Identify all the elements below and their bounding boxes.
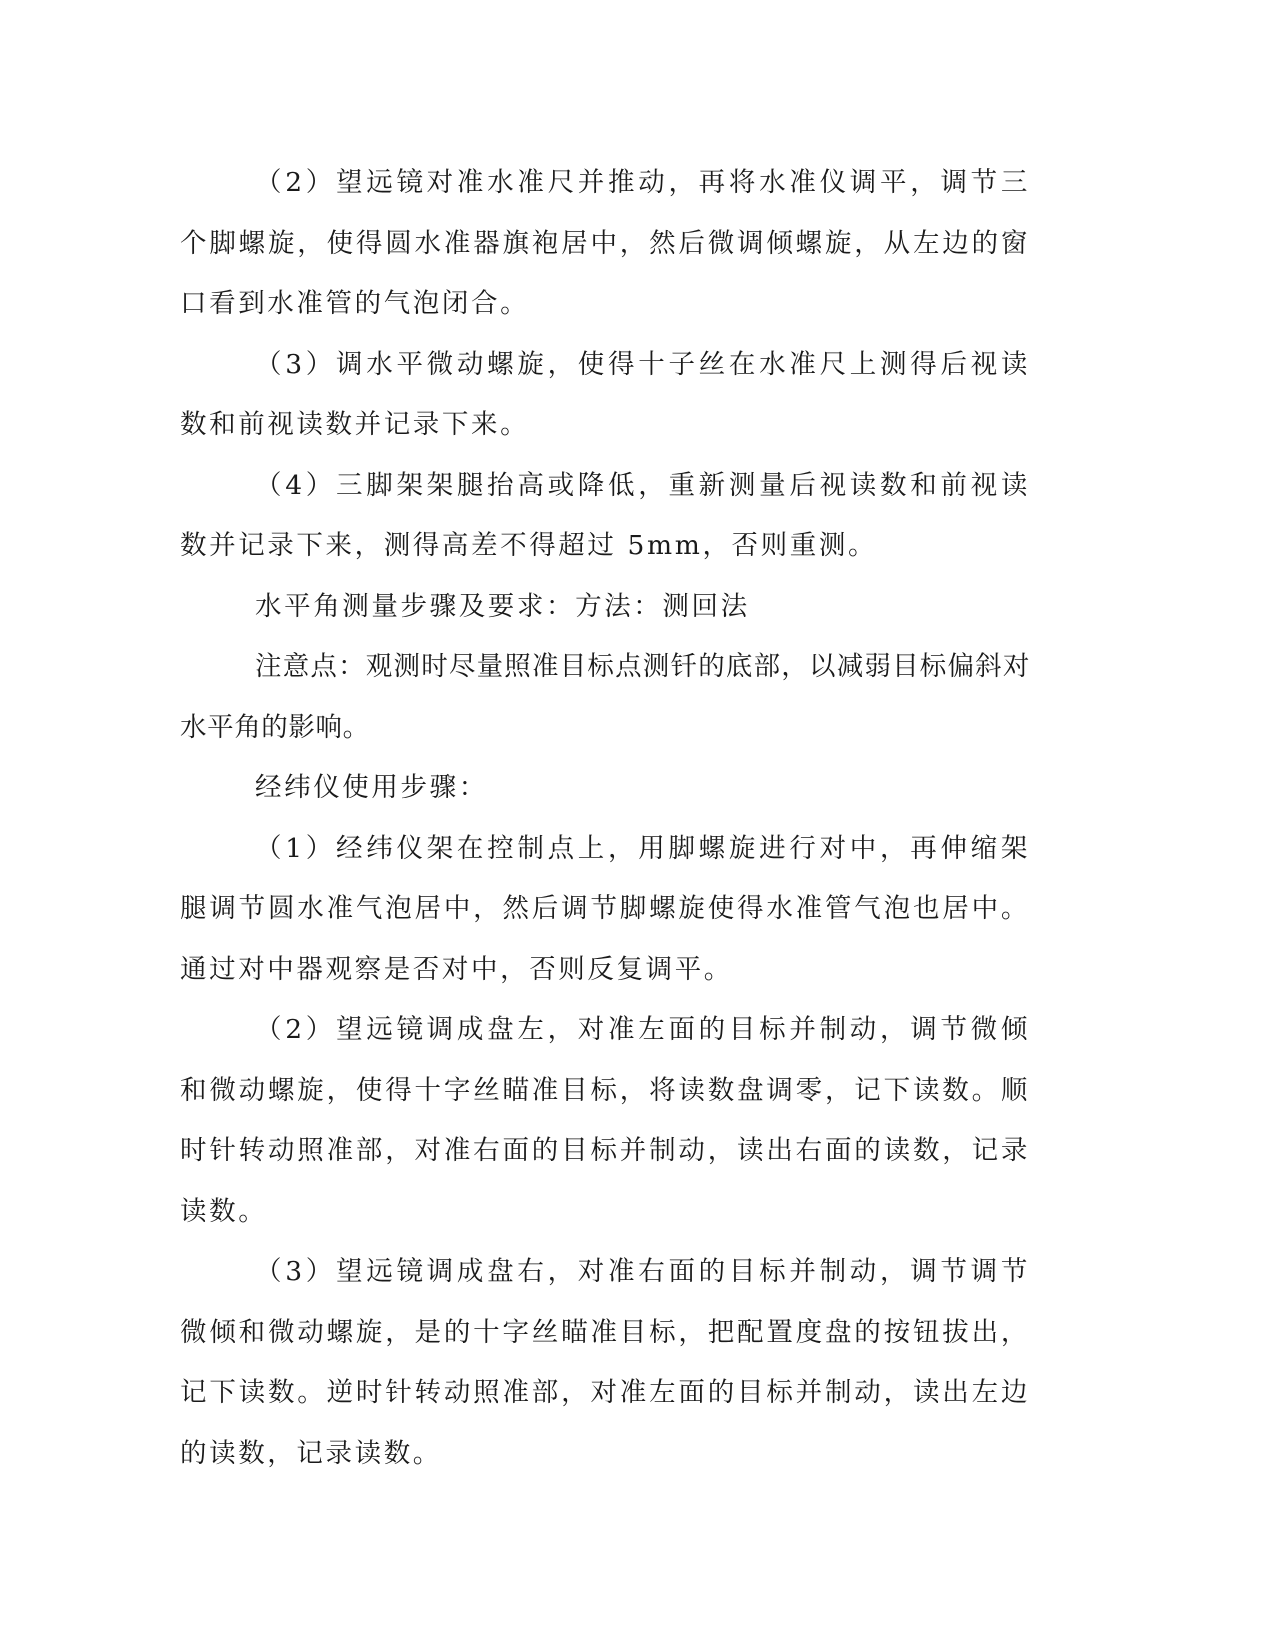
- paragraph-leveling-step-4: （4）三脚架架腿抬高或降低，重新测量后视读数和前视读数并记录下来，测得高差不得超过 5mm，否则重测。: [180, 469, 1030, 561]
- paragraph-theodolite-step-1: （1）经纬仪架在控制点上，用脚螺旋进行对中，再伸缩架腿调节圆水准气泡居中，然后调节脚螺旋使得水准管气泡也居中。通过对中器观察是否对中，否则反复调平。: [180, 832, 1030, 985]
- paragraph-theodolite-step-2: （2）望远镜调成盘左，对准左面的目标并制动，调节微倾和微动螺旋，使得十字丝瞄准目标，将读数盘调零，记下读数。顺时针转动照准部，对准右面的目标并制动，读出右面的读数，记录读数。: [180, 1014, 1030, 1227]
- paragraph-horizontal-angle-method: 水平角测量步骤及要求：方法：测回法: [255, 590, 750, 622]
- paragraph-theodolite-heading: 经纬仪使用步骤：: [255, 772, 488, 803]
- paragraph-attention-note: 注意点：观测时尽量照准目标点测钎的底部，以减弱目标偏斜对水平角的影响。: [180, 651, 1030, 743]
- paragraph-leveling-step-2: （2）望远镜对准水准尺并推动，再将水准仪调平，调节三个脚螺旋，使得圆水准器旗袍居中，然后微调倾螺旋，从左边的窗口看到水准管的气泡闭合。: [180, 167, 1030, 319]
- paragraph-theodolite-step-3: （3）望远镜调成盘右，对准右面的目标并制动，调节调节微倾和微动螺旋，是的十字丝瞄准目标，把配置度盘的按钮拔出，记下读数。逆时针转动照准部，对准左面的目标并制动，读出左边的读数，记录读数。: [180, 1256, 1030, 1469]
- paragraph-leveling-step-3: （3）调水平微动螺旋，使得十子丝在水准尺上测得后视读数和前视读数并记录下来。: [180, 348, 1030, 440]
- document-page: [180, 153, 1030, 1484]
